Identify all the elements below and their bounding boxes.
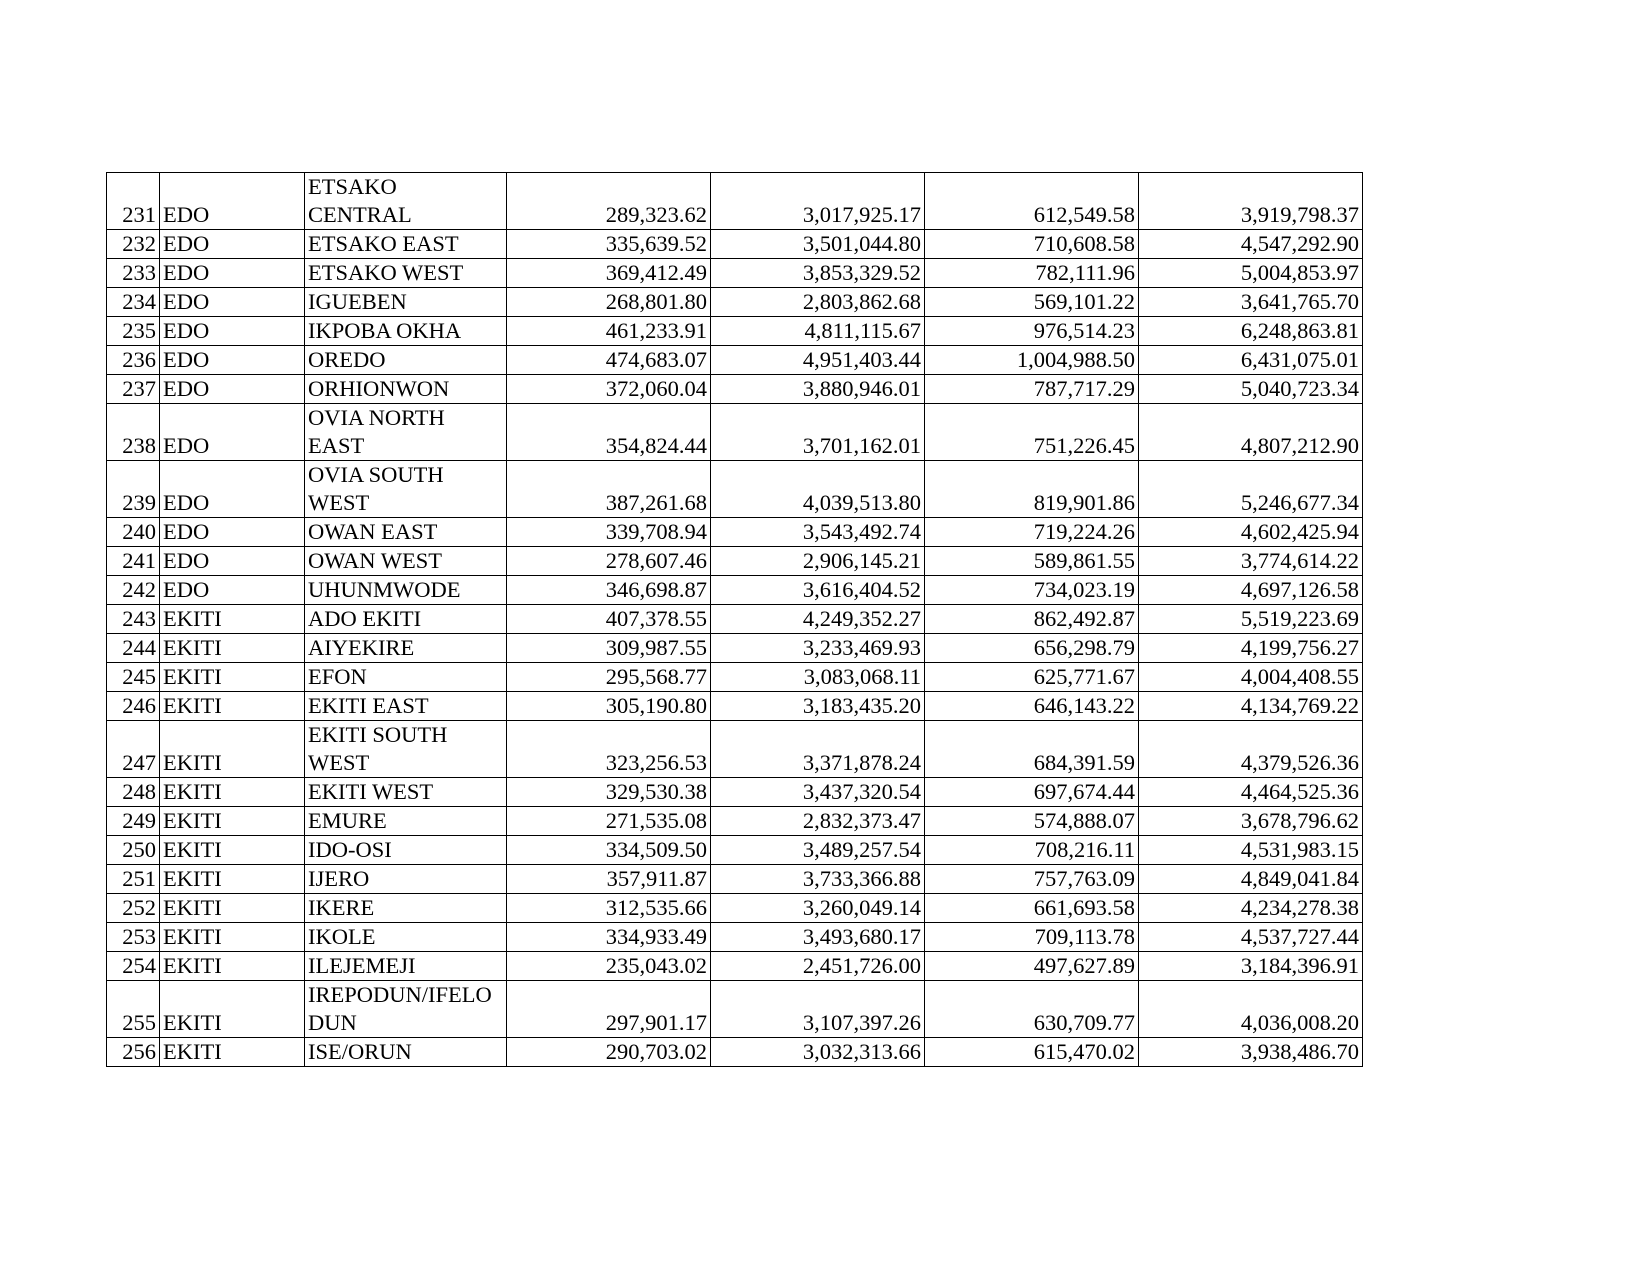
lga-name-line: AIYEKIRE	[308, 635, 415, 660]
table-row	[107, 317, 1363, 346]
lga-cell	[305, 894, 507, 923]
state-cell: EKITI	[160, 778, 305, 807]
lga-cell	[305, 778, 507, 807]
amount-cell-2: 3,853,329.52	[711, 259, 925, 288]
amount-cell-3: 709,113.78	[925, 923, 1139, 952]
amount-cell-2: 3,733,366.88	[711, 865, 925, 894]
amount-cell-total: 4,199,756.27	[1139, 634, 1363, 663]
amount-cell-3: 630,709.77	[925, 981, 1139, 1038]
amount-cell-1: 323,256.53	[507, 721, 711, 778]
amount-cell-1: 461,233.91	[507, 317, 711, 346]
amount-cell-1: 372,060.04	[507, 375, 711, 404]
lga-name-line: ETSAKO WEST	[308, 260, 464, 285]
state-cell: EDO	[160, 346, 305, 375]
amount-cell-1: 357,911.87	[507, 865, 711, 894]
amount-cell-3: 734,023.19	[925, 576, 1139, 605]
table-row	[107, 375, 1363, 404]
amount-cell-1: 339,708.94	[507, 518, 711, 547]
amount-cell-1: 346,698.87	[507, 576, 711, 605]
amount-cell-total: 4,807,212.90	[1139, 404, 1363, 461]
lga-cell	[305, 807, 507, 836]
lga-name-line: EKITI EAST	[308, 693, 429, 718]
amount-cell-total: 4,464,525.36	[1139, 778, 1363, 807]
amount-cell-2: 3,183,435.20	[711, 692, 925, 721]
lga-name-line: EKITI SOUTH	[308, 722, 448, 747]
lga-name-line: EMURE	[308, 808, 387, 833]
table-row	[107, 346, 1363, 375]
table-row	[107, 518, 1363, 547]
amount-cell-total: 3,938,486.70	[1139, 1038, 1363, 1067]
table-row	[107, 461, 1363, 518]
amount-cell-2: 3,260,049.14	[711, 894, 925, 923]
table-row	[107, 836, 1363, 865]
amount-cell-1: 297,901.17	[507, 981, 711, 1038]
amount-cell-total: 3,641,765.70	[1139, 288, 1363, 317]
amount-cell-3: 787,717.29	[925, 375, 1139, 404]
amount-cell-1: 387,261.68	[507, 461, 711, 518]
serial-number-cell: 231	[107, 173, 160, 230]
serial-number-cell: 239	[107, 461, 160, 518]
state-cell: EDO	[160, 518, 305, 547]
serial-number-cell: 244	[107, 634, 160, 663]
serial-number-cell: 237	[107, 375, 160, 404]
amount-cell-total: 4,849,041.84	[1139, 865, 1363, 894]
table-row	[107, 230, 1363, 259]
table-row	[107, 605, 1363, 634]
amount-cell-3: 589,861.55	[925, 547, 1139, 576]
amount-cell-3: 615,470.02	[925, 1038, 1139, 1067]
amount-cell-3: 976,514.23	[925, 317, 1139, 346]
state-cell: EKITI	[160, 836, 305, 865]
amount-cell-3: 656,298.79	[925, 634, 1139, 663]
serial-number-cell: 252	[107, 894, 160, 923]
lga-cell	[305, 518, 507, 547]
state-cell: EKITI	[160, 605, 305, 634]
amount-cell-3: 625,771.67	[925, 663, 1139, 692]
state-cell: EKITI	[160, 634, 305, 663]
amount-cell-3: 661,693.58	[925, 894, 1139, 923]
lga-cell	[305, 547, 507, 576]
lga-cell	[305, 317, 507, 346]
lga-name-line: WEST	[308, 490, 370, 515]
state-cell: EDO	[160, 259, 305, 288]
amount-cell-1: 290,703.02	[507, 1038, 711, 1067]
serial-number-cell: 236	[107, 346, 160, 375]
amount-cell-2: 3,880,946.01	[711, 375, 925, 404]
amount-cell-1: 369,412.49	[507, 259, 711, 288]
amount-cell-3: 497,627.89	[925, 952, 1139, 981]
amount-cell-1: 335,639.52	[507, 230, 711, 259]
allocation-table	[106, 172, 1363, 1067]
amount-cell-3: 708,216.11	[925, 836, 1139, 865]
serial-number-cell: 253	[107, 923, 160, 952]
lga-name-line: DUN	[308, 1010, 357, 1035]
state-cell: EKITI	[160, 692, 305, 721]
amount-cell-2: 4,811,115.67	[711, 317, 925, 346]
lga-cell	[305, 230, 507, 259]
lga-cell	[305, 375, 507, 404]
lga-cell	[305, 259, 507, 288]
amount-cell-2: 2,906,145.21	[711, 547, 925, 576]
lga-name-line: ILEJEMEJI	[308, 953, 416, 978]
amount-cell-3: 1,004,988.50	[925, 346, 1139, 375]
amount-cell-total: 4,547,292.90	[1139, 230, 1363, 259]
lga-cell	[305, 836, 507, 865]
lga-cell	[305, 346, 507, 375]
amount-cell-total: 4,697,126.58	[1139, 576, 1363, 605]
table-row	[107, 576, 1363, 605]
amount-cell-total: 5,040,723.34	[1139, 375, 1363, 404]
amount-cell-3: 862,492.87	[925, 605, 1139, 634]
amount-cell-1: 329,530.38	[507, 778, 711, 807]
lga-name-line: WEST	[308, 750, 370, 775]
lga-name-line: ISE/ORUN	[308, 1039, 412, 1064]
lga-name-line: OVIA NORTH	[308, 405, 445, 430]
serial-number-cell: 232	[107, 230, 160, 259]
table-row	[107, 923, 1363, 952]
table-row	[107, 721, 1363, 778]
lga-cell	[305, 1038, 507, 1067]
amount-cell-1: 289,323.62	[507, 173, 711, 230]
state-cell: EKITI	[160, 981, 305, 1038]
table-body	[107, 173, 1363, 1067]
lga-cell	[305, 461, 507, 518]
amount-cell-1: 334,933.49	[507, 923, 711, 952]
lga-cell	[305, 634, 507, 663]
lga-name-line: EFON	[308, 664, 367, 689]
serial-number-cell: 255	[107, 981, 160, 1038]
state-cell: EKITI	[160, 952, 305, 981]
amount-cell-3: 697,674.44	[925, 778, 1139, 807]
state-cell: EKITI	[160, 923, 305, 952]
table-row	[107, 894, 1363, 923]
amount-cell-3: 719,224.26	[925, 518, 1139, 547]
lga-name-line: IKOLE	[308, 924, 376, 949]
amount-cell-2: 3,616,404.52	[711, 576, 925, 605]
amount-cell-total: 4,537,727.44	[1139, 923, 1363, 952]
amount-cell-1: 278,607.46	[507, 547, 711, 576]
amount-cell-2: 3,489,257.54	[711, 836, 925, 865]
table-row	[107, 807, 1363, 836]
amount-cell-2: 4,039,513.80	[711, 461, 925, 518]
table-row	[107, 547, 1363, 576]
amount-cell-1: 334,509.50	[507, 836, 711, 865]
serial-number-cell: 243	[107, 605, 160, 634]
amount-cell-total: 4,531,983.15	[1139, 836, 1363, 865]
serial-number-cell: 249	[107, 807, 160, 836]
lga-name-line: ETSAKO EAST	[308, 231, 459, 256]
state-cell: EDO	[160, 375, 305, 404]
lga-name-line: OREDO	[308, 347, 386, 372]
amount-cell-2: 2,832,373.47	[711, 807, 925, 836]
table-row	[107, 288, 1363, 317]
table-row	[107, 259, 1363, 288]
amount-cell-total: 4,379,526.36	[1139, 721, 1363, 778]
amount-cell-total: 4,234,278.38	[1139, 894, 1363, 923]
serial-number-cell: 240	[107, 518, 160, 547]
state-cell: EKITI	[160, 721, 305, 778]
lga-name-line: ORHIONWON	[308, 376, 450, 401]
lga-cell	[305, 576, 507, 605]
amount-cell-1: 268,801.80	[507, 288, 711, 317]
lga-cell	[305, 173, 507, 230]
state-cell: EKITI	[160, 663, 305, 692]
amount-cell-2: 3,371,878.24	[711, 721, 925, 778]
amount-cell-3: 751,226.45	[925, 404, 1139, 461]
serial-number-cell: 248	[107, 778, 160, 807]
amount-cell-3: 612,549.58	[925, 173, 1139, 230]
lga-name-line: OWAN EAST	[308, 519, 438, 544]
amount-cell-2: 3,437,320.54	[711, 778, 925, 807]
serial-number-cell: 242	[107, 576, 160, 605]
amount-cell-2: 3,083,068.11	[711, 663, 925, 692]
amount-cell-3: 684,391.59	[925, 721, 1139, 778]
amount-cell-total: 5,004,853.97	[1139, 259, 1363, 288]
table-row	[107, 981, 1363, 1038]
lga-name-line: ADO EKITI	[308, 606, 422, 631]
state-cell: EKITI	[160, 894, 305, 923]
lga-name-line: IDO-OSI	[308, 837, 392, 862]
amount-cell-total: 4,134,769.22	[1139, 692, 1363, 721]
amount-cell-1: 407,378.55	[507, 605, 711, 634]
amount-cell-1: 305,190.80	[507, 692, 711, 721]
amount-cell-total: 3,774,614.22	[1139, 547, 1363, 576]
serial-number-cell: 233	[107, 259, 160, 288]
lga-name-line: EAST	[308, 433, 365, 458]
table-row	[107, 634, 1363, 663]
state-cell: EDO	[160, 230, 305, 259]
amount-cell-2: 4,249,352.27	[711, 605, 925, 634]
state-cell: EKITI	[160, 865, 305, 894]
amount-cell-2: 4,951,403.44	[711, 346, 925, 375]
amount-cell-3: 819,901.86	[925, 461, 1139, 518]
serial-number-cell: 250	[107, 836, 160, 865]
serial-number-cell: 245	[107, 663, 160, 692]
amount-cell-1: 271,535.08	[507, 807, 711, 836]
table-row	[107, 952, 1363, 981]
lga-name-line: OWAN WEST	[308, 548, 442, 573]
amount-cell-total: 3,184,396.91	[1139, 952, 1363, 981]
amount-cell-3: 782,111.96	[925, 259, 1139, 288]
state-cell: EDO	[160, 461, 305, 518]
serial-number-cell: 246	[107, 692, 160, 721]
lga-name-line: CENTRAL	[308, 202, 412, 227]
lga-name-line: IKERE	[308, 895, 375, 920]
amount-cell-1: 309,987.55	[507, 634, 711, 663]
lga-cell	[305, 865, 507, 894]
state-cell: EDO	[160, 173, 305, 230]
amount-cell-2: 3,701,162.01	[711, 404, 925, 461]
serial-number-cell: 251	[107, 865, 160, 894]
amount-cell-2: 2,803,862.68	[711, 288, 925, 317]
table-row	[107, 663, 1363, 692]
lga-name-line: IJERO	[308, 866, 370, 891]
amount-cell-1: 235,043.02	[507, 952, 711, 981]
amount-cell-1: 354,824.44	[507, 404, 711, 461]
lga-name-line: ETSAKO	[308, 174, 397, 199]
amount-cell-1: 474,683.07	[507, 346, 711, 375]
amount-cell-2: 3,501,044.80	[711, 230, 925, 259]
amount-cell-total: 3,919,798.37	[1139, 173, 1363, 230]
amount-cell-2: 3,017,925.17	[711, 173, 925, 230]
amount-cell-3: 757,763.09	[925, 865, 1139, 894]
amount-cell-3: 574,888.07	[925, 807, 1139, 836]
lga-cell	[305, 663, 507, 692]
serial-number-cell: 238	[107, 404, 160, 461]
lga-name-line: EKITI WEST	[308, 779, 434, 804]
serial-number-cell: 254	[107, 952, 160, 981]
serial-number-cell: 235	[107, 317, 160, 346]
amount-cell-total: 4,602,425.94	[1139, 518, 1363, 547]
table-row	[107, 692, 1363, 721]
amount-cell-total: 5,246,677.34	[1139, 461, 1363, 518]
lga-cell	[305, 605, 507, 634]
amount-cell-2: 3,493,680.17	[711, 923, 925, 952]
lga-cell	[305, 404, 507, 461]
state-cell: EKITI	[160, 1038, 305, 1067]
table-row	[107, 1038, 1363, 1067]
amount-cell-2: 3,233,469.93	[711, 634, 925, 663]
amount-cell-total: 4,036,008.20	[1139, 981, 1363, 1038]
table-row	[107, 404, 1363, 461]
lga-cell	[305, 923, 507, 952]
lga-cell	[305, 692, 507, 721]
lga-cell	[305, 952, 507, 981]
serial-number-cell: 256	[107, 1038, 160, 1067]
serial-number-cell: 241	[107, 547, 160, 576]
state-cell: EDO	[160, 317, 305, 346]
lga-cell	[305, 981, 507, 1038]
amount-cell-2: 3,543,492.74	[711, 518, 925, 547]
state-cell: EKITI	[160, 807, 305, 836]
lga-cell	[305, 288, 507, 317]
amount-cell-2: 2,451,726.00	[711, 952, 925, 981]
state-cell: EDO	[160, 288, 305, 317]
state-cell: EDO	[160, 547, 305, 576]
table-row	[107, 173, 1363, 230]
amount-cell-total: 3,678,796.62	[1139, 807, 1363, 836]
lga-name-line: OVIA SOUTH	[308, 462, 444, 487]
amount-cell-total: 6,431,075.01	[1139, 346, 1363, 375]
state-cell: EDO	[160, 404, 305, 461]
amount-cell-3: 646,143.22	[925, 692, 1139, 721]
amount-cell-3: 710,608.58	[925, 230, 1139, 259]
state-cell: EDO	[160, 576, 305, 605]
amount-cell-2: 3,032,313.66	[711, 1038, 925, 1067]
lga-name-line: UHUNMWODE	[308, 577, 461, 602]
lga-name-line: IGUEBEN	[308, 289, 407, 314]
serial-number-cell: 234	[107, 288, 160, 317]
lga-cell	[305, 721, 507, 778]
amount-cell-total: 4,004,408.55	[1139, 663, 1363, 692]
serial-number-cell: 247	[107, 721, 160, 778]
lga-name-line: IREPODUN/IFELO	[308, 982, 492, 1007]
table-row	[107, 778, 1363, 807]
amount-cell-total: 5,519,223.69	[1139, 605, 1363, 634]
table-row	[107, 865, 1363, 894]
lga-name-line: IKPOBA OKHA	[308, 318, 462, 343]
amount-cell-total: 6,248,863.81	[1139, 317, 1363, 346]
amount-cell-1: 295,568.77	[507, 663, 711, 692]
amount-cell-2: 3,107,397.26	[711, 981, 925, 1038]
amount-cell-3: 569,101.22	[925, 288, 1139, 317]
amount-cell-1: 312,535.66	[507, 894, 711, 923]
